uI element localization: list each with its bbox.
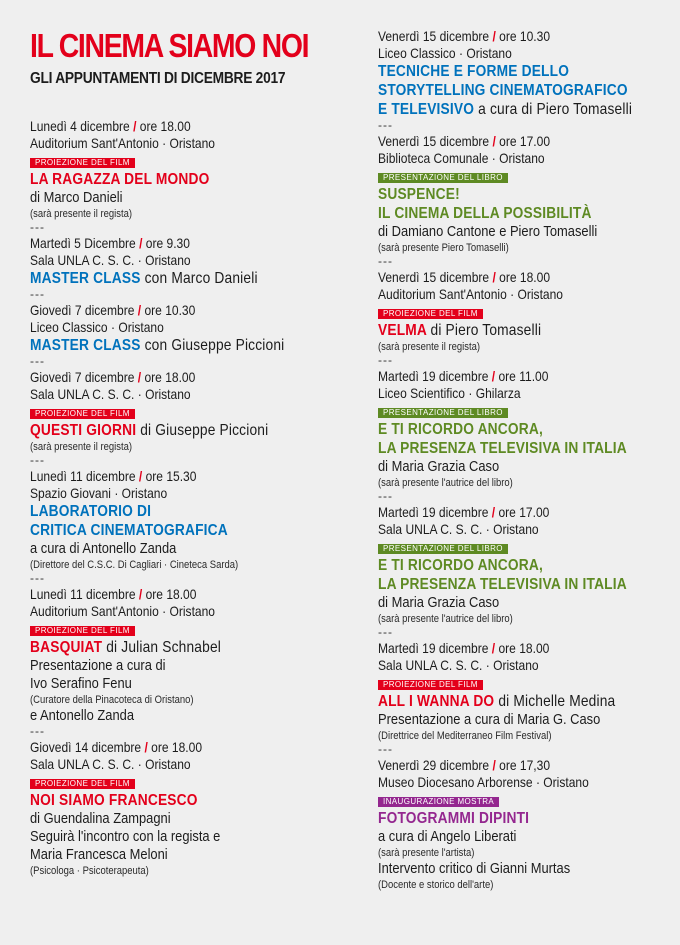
event-date: Martedì 19 dicembre bbox=[378, 504, 489, 520]
event-datetime bbox=[378, 640, 636, 657]
event-title-suffix: di Giuseppe Piccioni bbox=[140, 422, 269, 439]
event-item bbox=[30, 586, 352, 739]
event-separator: --- bbox=[30, 571, 45, 585]
event-title: FOTOGRAMMI DIPINTI bbox=[378, 810, 530, 827]
event-date: Lunedì 4 dicembre bbox=[30, 118, 130, 134]
event-date: Martedì 19 dicembre bbox=[378, 368, 489, 384]
page-subtitle: GLI APPUNTAMENTI DI DICEMBRE 2017 bbox=[30, 70, 286, 87]
slash-divider: / bbox=[492, 28, 496, 44]
event-time: ore 10.30 bbox=[499, 28, 551, 44]
event-datetime bbox=[378, 368, 636, 385]
slash-divider: / bbox=[137, 369, 142, 385]
event-place: Liceo Classico · Oristano bbox=[30, 319, 164, 335]
event-title-suffix: con Giuseppe Piccioni bbox=[144, 337, 285, 354]
event-datetime bbox=[30, 586, 307, 603]
event-title bbox=[378, 321, 636, 340]
event-title: LA RAGAZZA DEL MONDO bbox=[30, 171, 210, 188]
event-title-line: SUSPENCE! bbox=[378, 186, 460, 203]
event-time: ore 11.00 bbox=[498, 368, 549, 384]
event-line: Seguirà l'incontro con la regista e bbox=[30, 828, 221, 845]
event-date: Venerdì 15 dicembre bbox=[378, 133, 490, 149]
event-title: NOI SIAMO FRANCESCO bbox=[30, 792, 198, 809]
event-title-line: IL CINEMA DELLA POSSIBILITÀ bbox=[378, 205, 592, 222]
event-title-line: CRITICA CINEMATOGRAFICA bbox=[30, 522, 228, 539]
event-time: ore 10.30 bbox=[144, 302, 196, 318]
event-place: Sala UNLA C. S. C. · Oristano bbox=[378, 521, 539, 537]
event-time: ore 17.00 bbox=[498, 504, 550, 520]
event-time: ore 18.00 bbox=[151, 739, 203, 755]
event-date: Martedì 5 Dicembre bbox=[30, 235, 136, 251]
event-item bbox=[30, 369, 352, 468]
event-title bbox=[30, 336, 307, 355]
slash-divider: / bbox=[491, 504, 496, 520]
event-separator: --- bbox=[378, 742, 393, 756]
event-place: Sala UNLA C. S. C. · Oristano bbox=[378, 657, 539, 673]
event-place: Sala UNLA C. S. C. · Oristano bbox=[30, 252, 191, 268]
event-datetime bbox=[378, 504, 636, 521]
event-place: Auditorium Sant'Antonio · Oristano bbox=[378, 286, 564, 302]
event-note: (sarà presente l'autrice del libro) bbox=[378, 613, 513, 625]
event-line: di Maria Grazia Caso bbox=[378, 458, 500, 475]
event-item bbox=[378, 368, 678, 504]
event-separator: --- bbox=[378, 353, 393, 367]
event-date: Giovedì 7 dicembre bbox=[30, 302, 135, 318]
event-item bbox=[378, 757, 678, 892]
event-separator: --- bbox=[30, 724, 45, 738]
event-note: (sarà presente Piero Tomaselli) bbox=[378, 242, 509, 254]
left-column bbox=[30, 0, 352, 878]
event-note: (Direttrice del Mediterraneo Film Festival) bbox=[378, 730, 552, 742]
event-title bbox=[30, 269, 307, 288]
event-tag: INAUGURAZIONE MOSTRA bbox=[378, 797, 499, 807]
event-title-text: E TELEVISIVO bbox=[378, 101, 475, 118]
event-line: di Damiano Cantone e Piero Tomaselli bbox=[378, 223, 598, 240]
event-title-text: BASQUIAT bbox=[30, 639, 103, 656]
event-separator: --- bbox=[30, 220, 45, 234]
event-place: Liceo Scientifico · Ghilarza bbox=[378, 385, 521, 401]
slash-divider: / bbox=[137, 302, 142, 318]
event-title bbox=[378, 692, 636, 711]
event-title-line: E TI RICORDO ANCORA, bbox=[378, 557, 543, 574]
event-title-suffix: a cura di Piero Tomaselli bbox=[478, 101, 633, 118]
event-line: a cura di Antonello Zanda bbox=[30, 540, 177, 557]
event-time: ore 18.00 bbox=[499, 269, 551, 285]
event-title-suffix: di Piero Tomaselli bbox=[430, 322, 542, 339]
event-title-text: MASTER CLASS bbox=[30, 270, 141, 287]
event-separator: --- bbox=[30, 453, 45, 467]
event-title-line: LABORATORIO DI bbox=[30, 503, 152, 520]
event-date: Venerdì 15 dicembre bbox=[378, 28, 490, 44]
event-date: Lunedì 11 dicembre bbox=[30, 468, 136, 484]
event-tag: PROIEZIONE DEL FILM bbox=[378, 680, 483, 690]
event-note: (sarà presente il regista) bbox=[30, 208, 133, 220]
event-item bbox=[378, 504, 678, 640]
event-datetime bbox=[378, 28, 636, 45]
event-date: Martedì 19 dicembre bbox=[378, 640, 489, 656]
event-separator: --- bbox=[378, 254, 393, 268]
event-title-line: LA PRESENZA TELEVISIVA IN ITALIA bbox=[378, 440, 627, 457]
event-place: Biblioteca Comunale · Oristano bbox=[378, 150, 545, 166]
slash-divider: / bbox=[139, 235, 143, 251]
event-time: ore 18.00 bbox=[144, 369, 196, 385]
event-line: di Marco Danieli bbox=[30, 189, 123, 206]
event-date: Venerdì 15 dicembre bbox=[378, 269, 490, 285]
event-title-text: ALL I WANNA DO bbox=[378, 693, 495, 710]
event-title-line: E TI RICORDO ANCORA, bbox=[378, 421, 543, 438]
event-datetime bbox=[30, 468, 307, 485]
slash-divider: / bbox=[492, 133, 496, 149]
event-title-suffix: di Julian Schnabel bbox=[106, 639, 222, 656]
event-title-line: TECNICHE E FORME DELLO bbox=[378, 63, 570, 80]
event-place: Auditorium Sant'Antonio · Oristano bbox=[30, 135, 216, 151]
event-line: Maria Francesca Meloni bbox=[30, 846, 168, 863]
event-place: Auditorium Sant'Antonio · Oristano bbox=[30, 603, 216, 619]
event-datetime bbox=[30, 369, 307, 386]
event-tag: PRESENTAZIONE DEL LIBRO bbox=[378, 544, 508, 554]
slash-divider: / bbox=[144, 739, 148, 755]
event-title-line: STORYTELLING CINEMATOGRAFICO bbox=[378, 82, 628, 99]
event-title-line: LA PRESENZA TELEVISIVA IN ITALIA bbox=[378, 576, 627, 593]
event-title-suffix: con Marco Danieli bbox=[144, 270, 258, 287]
event-tag: PRESENTAZIONE DEL LIBRO bbox=[378, 173, 508, 183]
event-date: Giovedì 7 dicembre bbox=[30, 369, 135, 385]
event-title bbox=[30, 638, 307, 657]
event-tag: PROIEZIONE DEL FILM bbox=[378, 309, 483, 319]
event-title bbox=[378, 100, 636, 119]
slash-divider: / bbox=[138, 586, 143, 602]
event-line: di Maria Grazia Caso bbox=[378, 594, 500, 611]
event-line: Intervento critico di Gianni Murtas bbox=[378, 860, 571, 877]
slash-divider: / bbox=[491, 368, 496, 384]
event-datetime bbox=[30, 302, 307, 319]
event-tag: PROIEZIONE DEL FILM bbox=[30, 779, 135, 789]
event-tag: PROIEZIONE DEL FILM bbox=[30, 158, 135, 168]
event-title bbox=[30, 421, 307, 440]
event-note: (Direttore del C.S.C. Di Cagliari · Cineteca Sarda) bbox=[30, 559, 239, 571]
event-item bbox=[30, 302, 352, 369]
slash-divider: / bbox=[133, 118, 137, 134]
event-datetime bbox=[30, 739, 307, 756]
event-title-text: QUESTI GIORNI bbox=[30, 422, 137, 439]
event-datetime bbox=[30, 235, 307, 252]
slash-divider: / bbox=[492, 269, 496, 285]
event-item bbox=[378, 269, 678, 368]
event-note: (Curatore della Pinacoteca di Oristano) bbox=[30, 694, 194, 706]
slash-divider: / bbox=[492, 757, 496, 773]
event-title-suffix: di Michelle Medina bbox=[498, 693, 616, 710]
event-tag: PROIEZIONE DEL FILM bbox=[30, 626, 135, 636]
event-note: (sarà presente l'autrice del libro) bbox=[378, 477, 513, 489]
event-time: ore 9.30 bbox=[145, 235, 190, 251]
event-note: (Docente e storico dell'arte) bbox=[378, 879, 494, 891]
event-place: Sala UNLA C. S. C. · Oristano bbox=[30, 386, 191, 402]
event-place: Sala UNLA C. S. C. · Oristano bbox=[30, 756, 191, 772]
right-column bbox=[378, 28, 678, 892]
event-line: e Antonello Zanda bbox=[30, 707, 135, 724]
event-title-text: VELMA bbox=[378, 322, 427, 339]
event-line: a cura di Angelo Liberati bbox=[378, 828, 517, 845]
event-item bbox=[378, 640, 678, 757]
event-item bbox=[30, 739, 352, 878]
event-date: Giovedì 14 dicembre bbox=[30, 739, 142, 755]
event-item bbox=[30, 468, 352, 586]
event-separator: --- bbox=[378, 625, 393, 639]
event-item bbox=[378, 133, 678, 269]
event-line: di Guendalina Zampagni bbox=[30, 810, 171, 827]
event-time: ore 17.00 bbox=[499, 133, 551, 149]
slash-divider: / bbox=[138, 468, 143, 484]
event-line: Presentazione a cura di Maria G. Caso bbox=[378, 711, 601, 728]
event-line: Presentazione a cura di bbox=[30, 657, 166, 674]
event-time: ore 18.00 bbox=[139, 118, 191, 134]
event-note: (sarà presente l'artista) bbox=[378, 847, 475, 859]
event-datetime bbox=[30, 118, 307, 135]
event-date: Venerdì 29 dicembre bbox=[378, 757, 490, 773]
event-separator: --- bbox=[378, 489, 393, 503]
event-item bbox=[30, 235, 352, 302]
event-datetime bbox=[378, 269, 636, 286]
event-tag: PROIEZIONE DEL FILM bbox=[30, 409, 135, 419]
event-separator: --- bbox=[378, 118, 393, 132]
event-line: Ivo Serafino Fenu bbox=[30, 675, 132, 692]
header-spacer bbox=[30, 88, 352, 118]
event-time: ore 17,30 bbox=[499, 757, 551, 773]
event-time: ore 15.30 bbox=[145, 468, 197, 484]
slash-divider: / bbox=[491, 640, 496, 656]
event-time: ore 18.00 bbox=[498, 640, 550, 656]
event-datetime bbox=[378, 757, 636, 774]
page-title: IL CINEMA SIAMO NOI bbox=[30, 27, 309, 64]
event-datetime bbox=[378, 133, 636, 150]
event-item bbox=[378, 28, 678, 133]
event-separator: --- bbox=[30, 354, 45, 368]
event-title-text: MASTER CLASS bbox=[30, 337, 141, 354]
event-place: Museo Diocesano Arborense · Oristano bbox=[378, 774, 589, 790]
event-note: (Psicologa · Psicoterapeuta) bbox=[30, 865, 149, 877]
event-place: Spazio Giovani · Oristano bbox=[30, 485, 168, 501]
event-tag: PRESENTAZIONE DEL LIBRO bbox=[378, 408, 508, 418]
event-note: (sarà presente il regista) bbox=[30, 441, 133, 453]
event-note: (sarà presente il regista) bbox=[378, 341, 481, 353]
event-separator: --- bbox=[30, 287, 45, 301]
event-date: Lunedì 11 dicembre bbox=[30, 586, 136, 602]
event-item bbox=[30, 118, 352, 235]
event-place: Liceo Classico · Oristano bbox=[378, 45, 512, 61]
event-time: ore 18.00 bbox=[145, 586, 197, 602]
